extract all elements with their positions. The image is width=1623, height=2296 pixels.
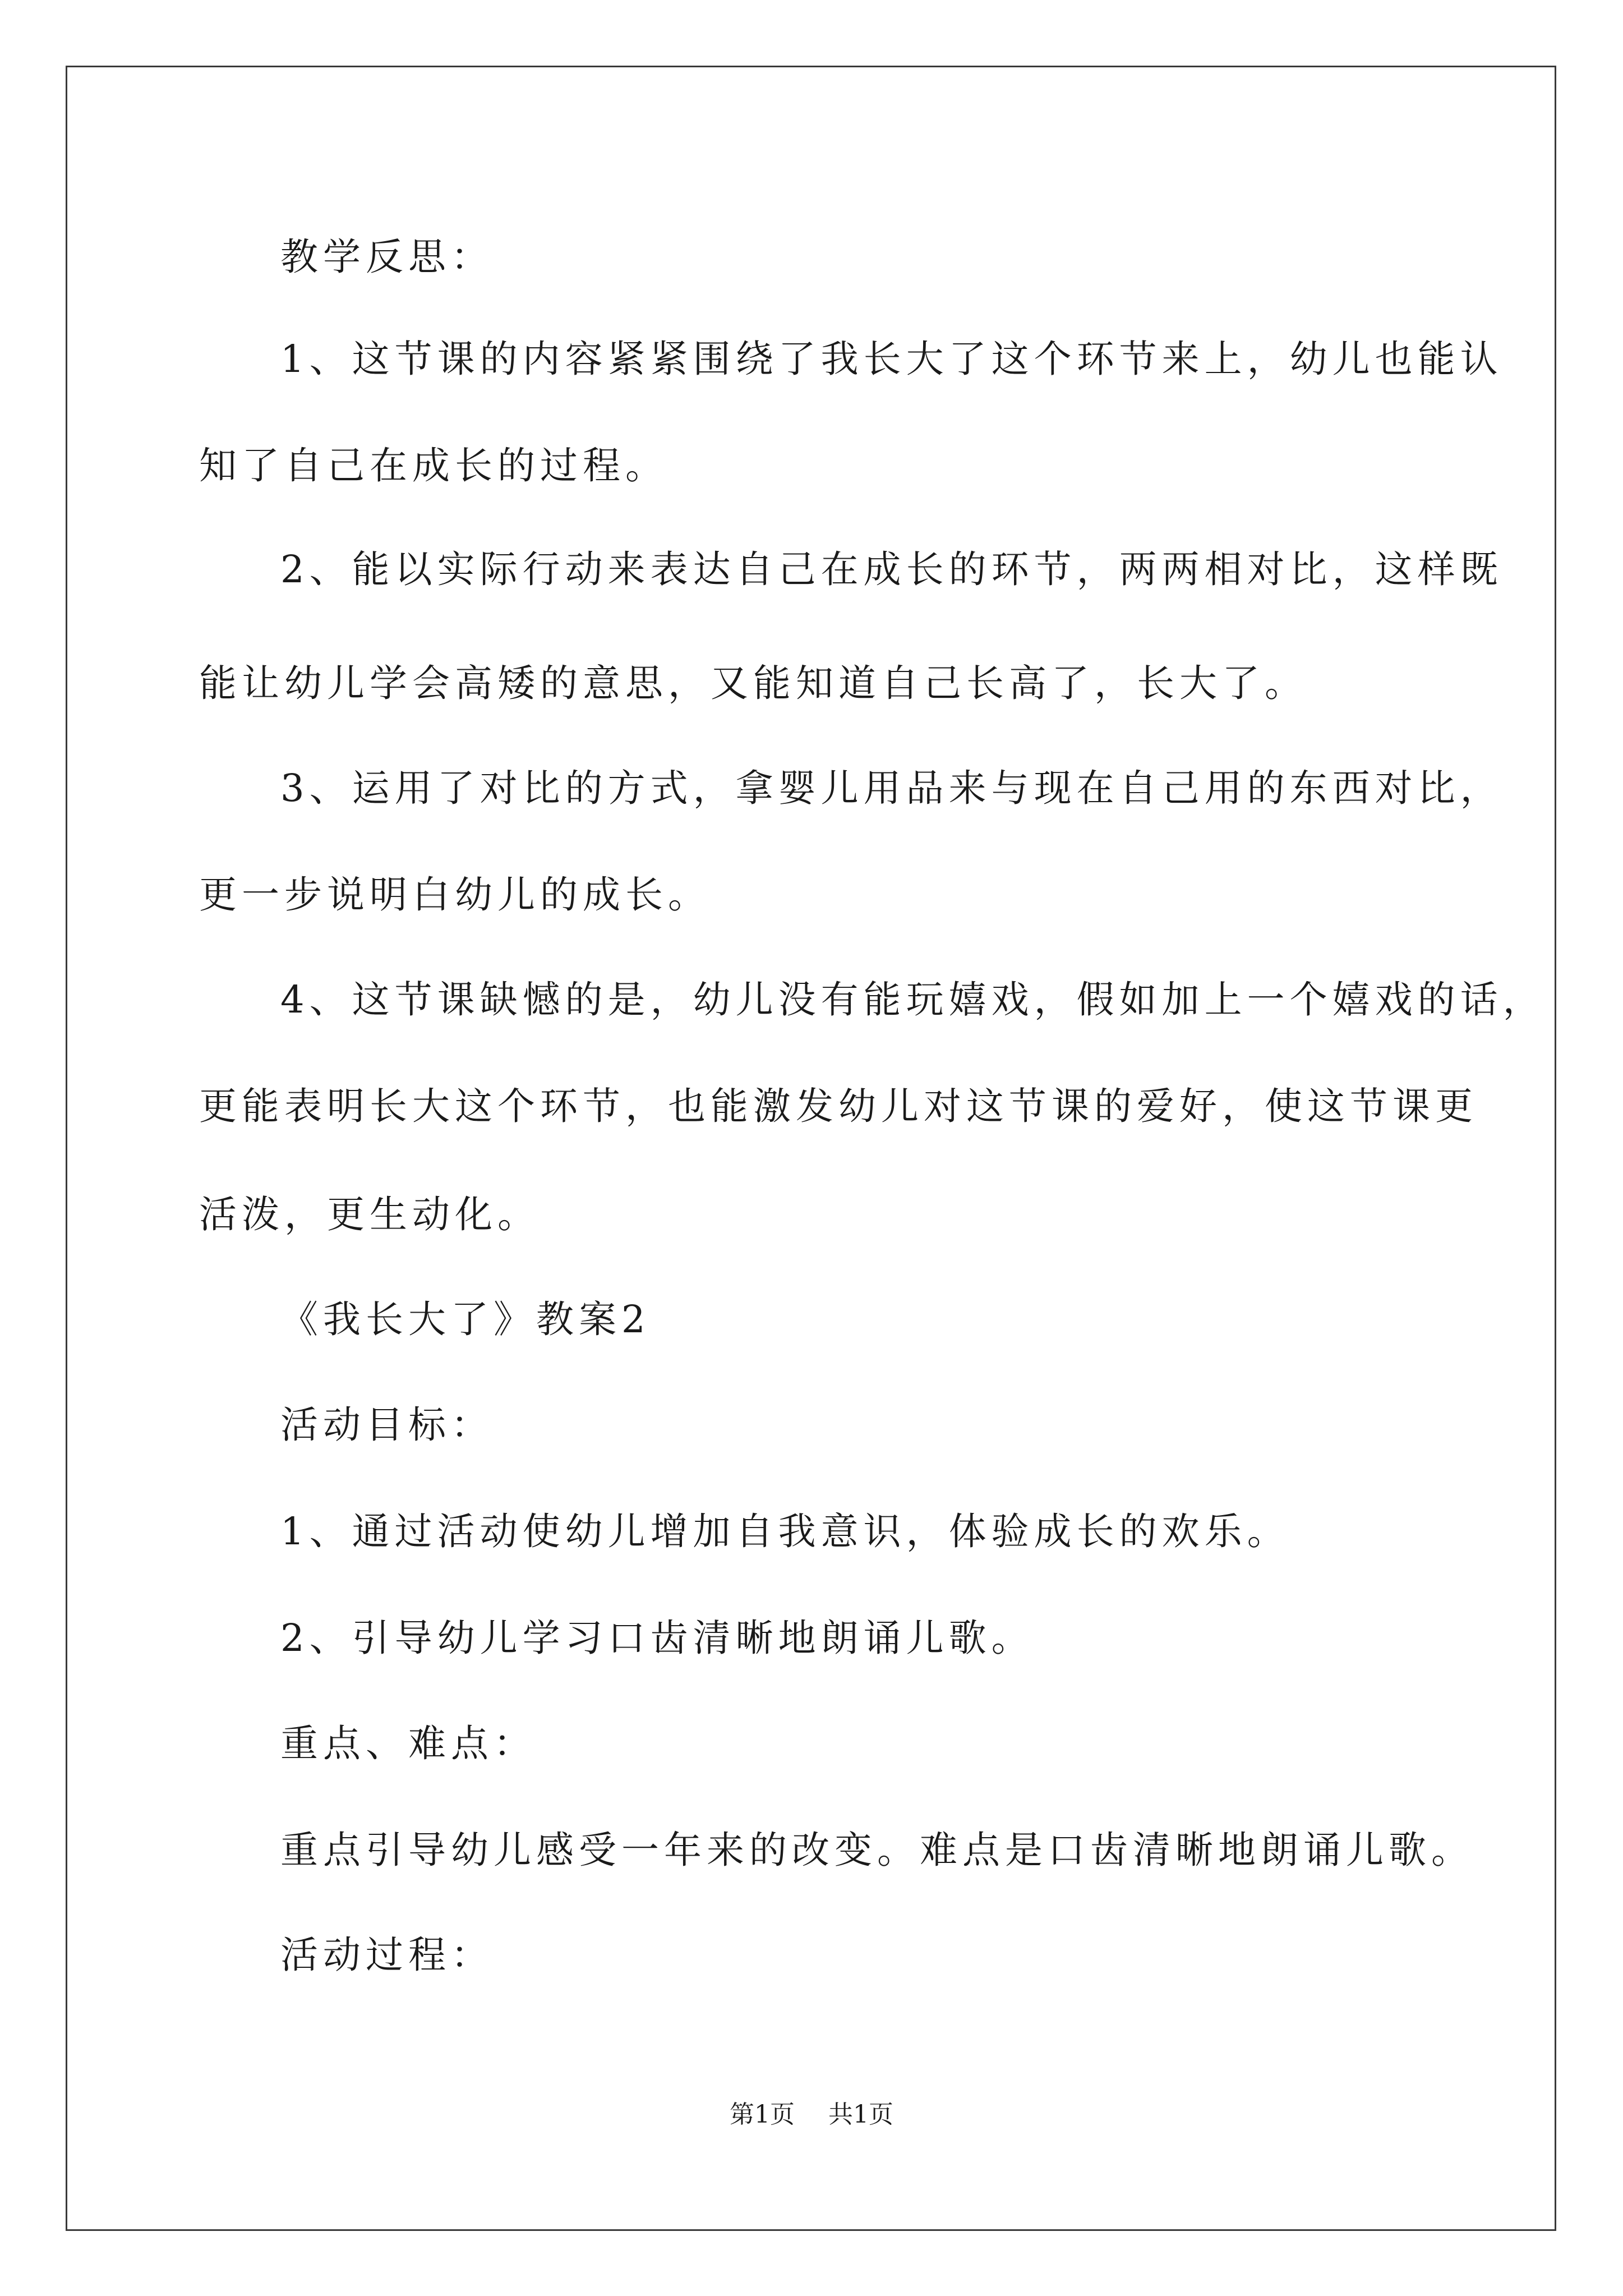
paragraph-line: 能让幼儿学会高矮的意思，又能知道自己长高了，长大了。 — [199, 661, 1307, 705]
page-number: 第1页 — [730, 2100, 795, 2129]
section-title-lesson-plan-2: 《我长大了》教案2 — [280, 1297, 651, 1341]
paragraph-line: 重点引导幼儿感受一年来的改变。难点是口齿清晰地朗诵儿歌。 — [280, 1828, 1474, 1872]
paragraph-line: 更能表明长大这个环节，也能激发幼儿对这节课的爱好，使这节课更 — [199, 1084, 1478, 1128]
section-heading-key-points: 重点、难点： — [280, 1722, 536, 1765]
page-footer — [0, 2099, 1623, 2131]
paragraph-line: 活泼，更生动化。 — [199, 1193, 540, 1236]
paragraph-line: 更一步说明白幼儿的成长。 — [199, 873, 711, 917]
page-total: 共1页 — [828, 2100, 893, 2129]
paragraph-line: 2、引导幼儿学习口齿清晰地朗诵儿歌。 — [280, 1616, 1034, 1660]
paragraph-line: 知了自己在成长的过程。 — [199, 444, 668, 487]
paragraph-line: 1、通过活动使幼儿增加自我意识，体验成长的欢乐。 — [280, 1510, 1290, 1553]
section-heading-reflection: 教学反思： — [280, 235, 494, 279]
page-border — [66, 66, 1556, 2231]
paragraph-line: 4、这节课缺憾的是，幼儿没有能玩嬉戏，假如加上一个嬉戏的话， — [280, 978, 1546, 1022]
section-heading-objectives: 活动目标： — [280, 1403, 494, 1447]
paragraph-line: 2、能以实际行动来表达自己在成长的环节，两两相对比，这样既 — [280, 547, 1503, 591]
paragraph-line: 1、这节课的内容紧紧围绕了我长大了这个环节来上，幼儿也能认 — [280, 337, 1503, 381]
paragraph-line: 3、运用了对比的方式，拿婴儿用品来与现在自己用的东西对比， — [280, 766, 1503, 810]
section-heading-process: 活动过程： — [280, 1933, 494, 1977]
